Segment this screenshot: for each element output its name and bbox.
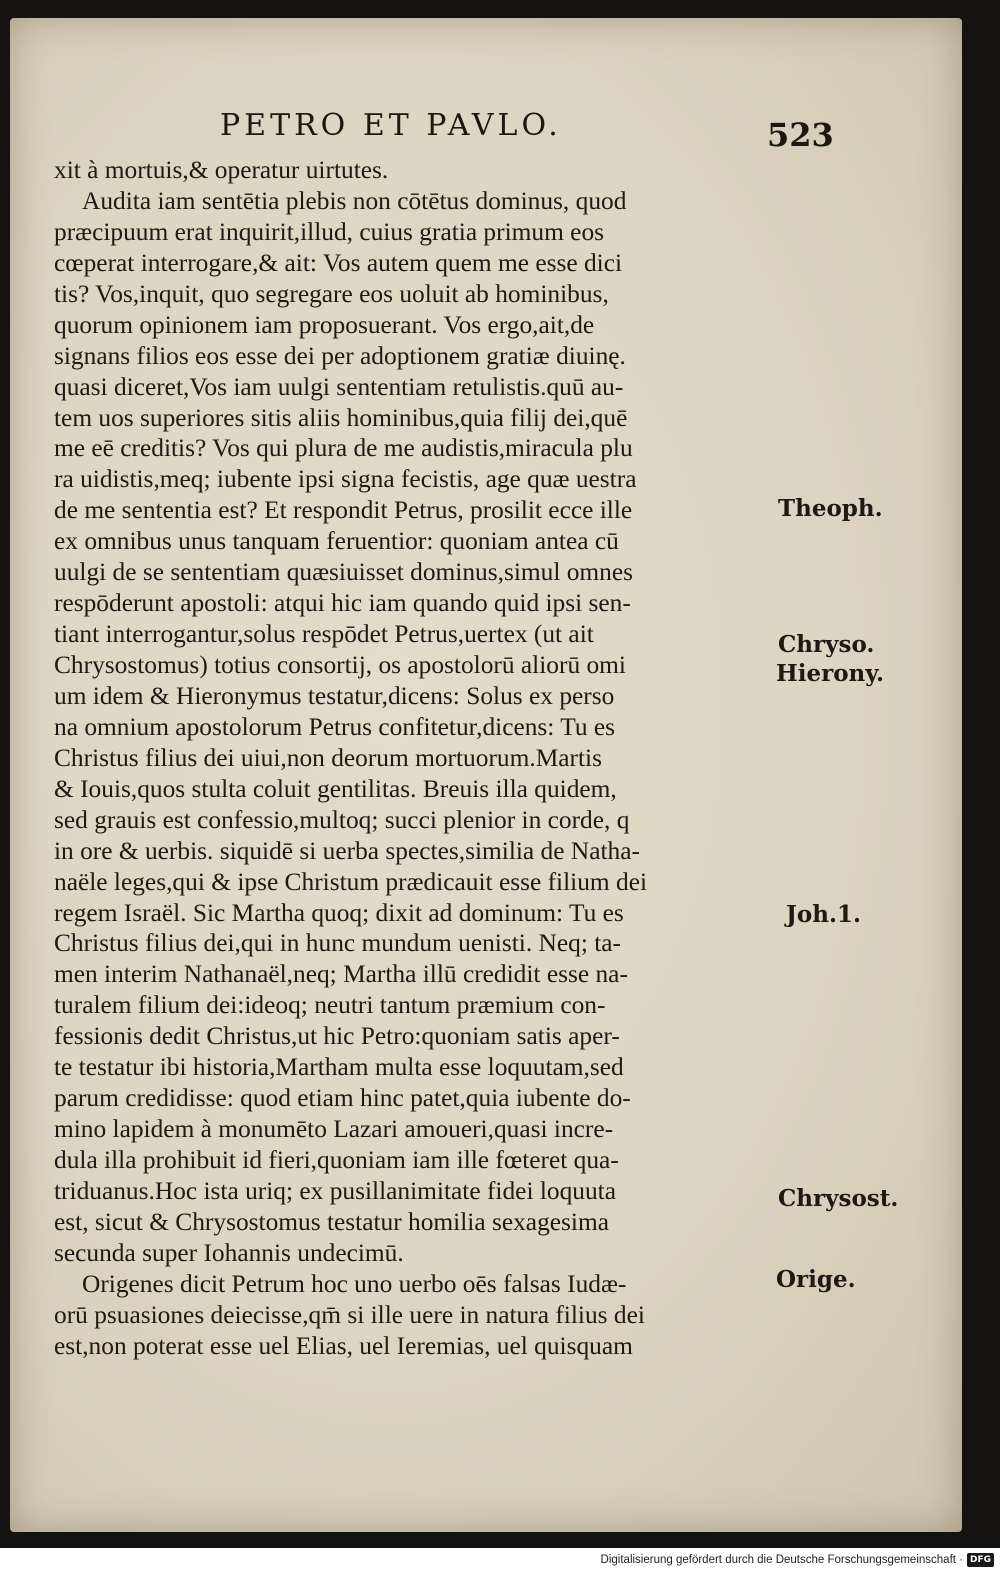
text-line: in ore & uerbis. siquidē si uerba spectes,similia de Natha- bbox=[54, 836, 640, 865]
text-line: Chrysostomus) totius consortij, os apostolorū aliorū omi bbox=[54, 651, 626, 679]
text-line: turalem filium dei:ideoq; neutri tantum præmium con- bbox=[54, 991, 606, 1020]
text-line: uulgi de se sententiam quæsiuisset dominus,simul omnes bbox=[54, 558, 634, 587]
text-line: respōderunt apostoli: atqui hic iam quando quid ipsi sen- bbox=[54, 589, 631, 618]
marginal-note-theoph: Theoph. bbox=[778, 495, 883, 522]
text-line: na omnium apostolorum Petrus confitetur,dicens: Tu es bbox=[54, 712, 616, 741]
text-line: um idem & Hieronymus testatur,dicens: Solus ex perso bbox=[54, 681, 615, 710]
text-line: me eē creditis? Vos qui plura de me audistis,miracula plu bbox=[54, 434, 633, 463]
text-line: est,non poterat esse uel Elias, uel Ieremias, uel quisquam bbox=[54, 1331, 633, 1360]
text-line: tem uos superiores sitis aliis hominibus,quia filij dei,quē bbox=[54, 403, 628, 432]
digitization-credit bbox=[601, 1553, 994, 1567]
text-line: cœperat interrogare,& ait: Vos autem quem me esse dici bbox=[54, 248, 623, 277]
marginal-note-joh: Joh.1. bbox=[786, 901, 861, 928]
text-line: & Iouis,quos stulta coluit gentilitas. Breuis illa quidem, bbox=[54, 774, 617, 803]
dfg-logo: DFG bbox=[967, 1553, 994, 1567]
marginal-note-orige: Orige. bbox=[776, 1266, 856, 1293]
marginal-note-hierony: Hierony. bbox=[776, 660, 885, 687]
text-line: naële leges,qui & ipse Christum prædicauit esse filium dei bbox=[54, 867, 648, 896]
text-line: est, sicut & Chrysostomus testatur homilia sexagesima bbox=[54, 1207, 609, 1236]
text-line: mino lapidem à monumēto Lazari amoueri,quasi incre- bbox=[54, 1115, 614, 1144]
book-page bbox=[10, 18, 962, 1532]
text-line: dula illa prohibuit id fieri,quoniam iam ille fœteret qua- bbox=[54, 1146, 619, 1174]
text-line: secunda super Iohannis undecimū. bbox=[54, 1238, 404, 1267]
page-number: 523 bbox=[767, 116, 834, 154]
text-line: quasi diceret,Vos iam uulgi sententiam retulistis.quū au- bbox=[54, 372, 624, 401]
text-line: parum credidisse: quod etiam hinc patet,quia iubente do- bbox=[54, 1084, 631, 1113]
text-line: tis? Vos,inquit, quo segregare eos uoluit ab hominibus, bbox=[54, 279, 609, 308]
running-head: PETRO ET PAVLO. bbox=[220, 108, 562, 143]
text-line: Audita iam sentētia plebis non cōtētus dominus, quod bbox=[82, 186, 627, 215]
text-line: fessionis dedit Christus,ut hic Petro:quoniam satis aper- bbox=[54, 1022, 620, 1051]
text-line: ra uidistis,meq; iubente ipsi signa fecistis, age quæ uestra bbox=[54, 465, 637, 494]
text-line: ex omnibus unus tanquam feruentior: quoniam antea cū bbox=[54, 527, 619, 556]
text-line: Christus filius dei uiui,non deorum mortuorum.Martis bbox=[54, 743, 602, 772]
body-text bbox=[54, 155, 774, 1362]
text-line: Origenes dicit Petrum hoc uno uerbo oēs falsas Iudæ- bbox=[82, 1269, 627, 1298]
text-line: men interim Nathanaël,neq; Martha illū credidit esse na- bbox=[54, 960, 628, 989]
text-line: te testatur ibi historia,Martham multa esse loquutam,sed bbox=[54, 1053, 624, 1082]
marginal-note-chrysost: Chrysost. bbox=[778, 1185, 899, 1212]
text-line: xit à mortuis,& operatur uirtutes. bbox=[54, 156, 389, 184]
text-line: sed grauis est confessio,multoq; succi plenior in corde, q bbox=[54, 805, 630, 834]
text-line: orū psuasiones deiecisse,qm̄ si ille uere in natura filius dei bbox=[54, 1300, 645, 1329]
text-line: quorum opinionem iam proposuerant. Vos ergo,ait,de bbox=[54, 310, 595, 339]
text-line: regem Israël. Sic Martha quoq; dixit ad dominum: Tu es bbox=[54, 898, 624, 927]
text-line: præcipuum erat inquirit,illud, cuius gratia primum eos bbox=[54, 217, 605, 246]
text-line: Christus filius dei,qui in hunc mundum uenisti. Neq; ta- bbox=[54, 929, 622, 958]
text-line: triduanus.Hoc ista uriq; ex pusillanimitate fidei loquuta bbox=[54, 1176, 617, 1205]
text-line: signans filios eos esse dei per adoptionem gratiæ diuinę. bbox=[54, 341, 626, 370]
text-line: tiant interrogantur,solus respōdet Petrus,uertex (ut ait bbox=[54, 620, 594, 649]
credit-text: Digitalisierung gefördert durch die Deutsche Forschungsgemeinschaft · bbox=[600, 1554, 963, 1566]
text-line: de me sententia est? Et respondit Petrus, prosilit ecce ille bbox=[54, 496, 633, 525]
marginal-note-chryso: Chryso. bbox=[778, 631, 875, 658]
